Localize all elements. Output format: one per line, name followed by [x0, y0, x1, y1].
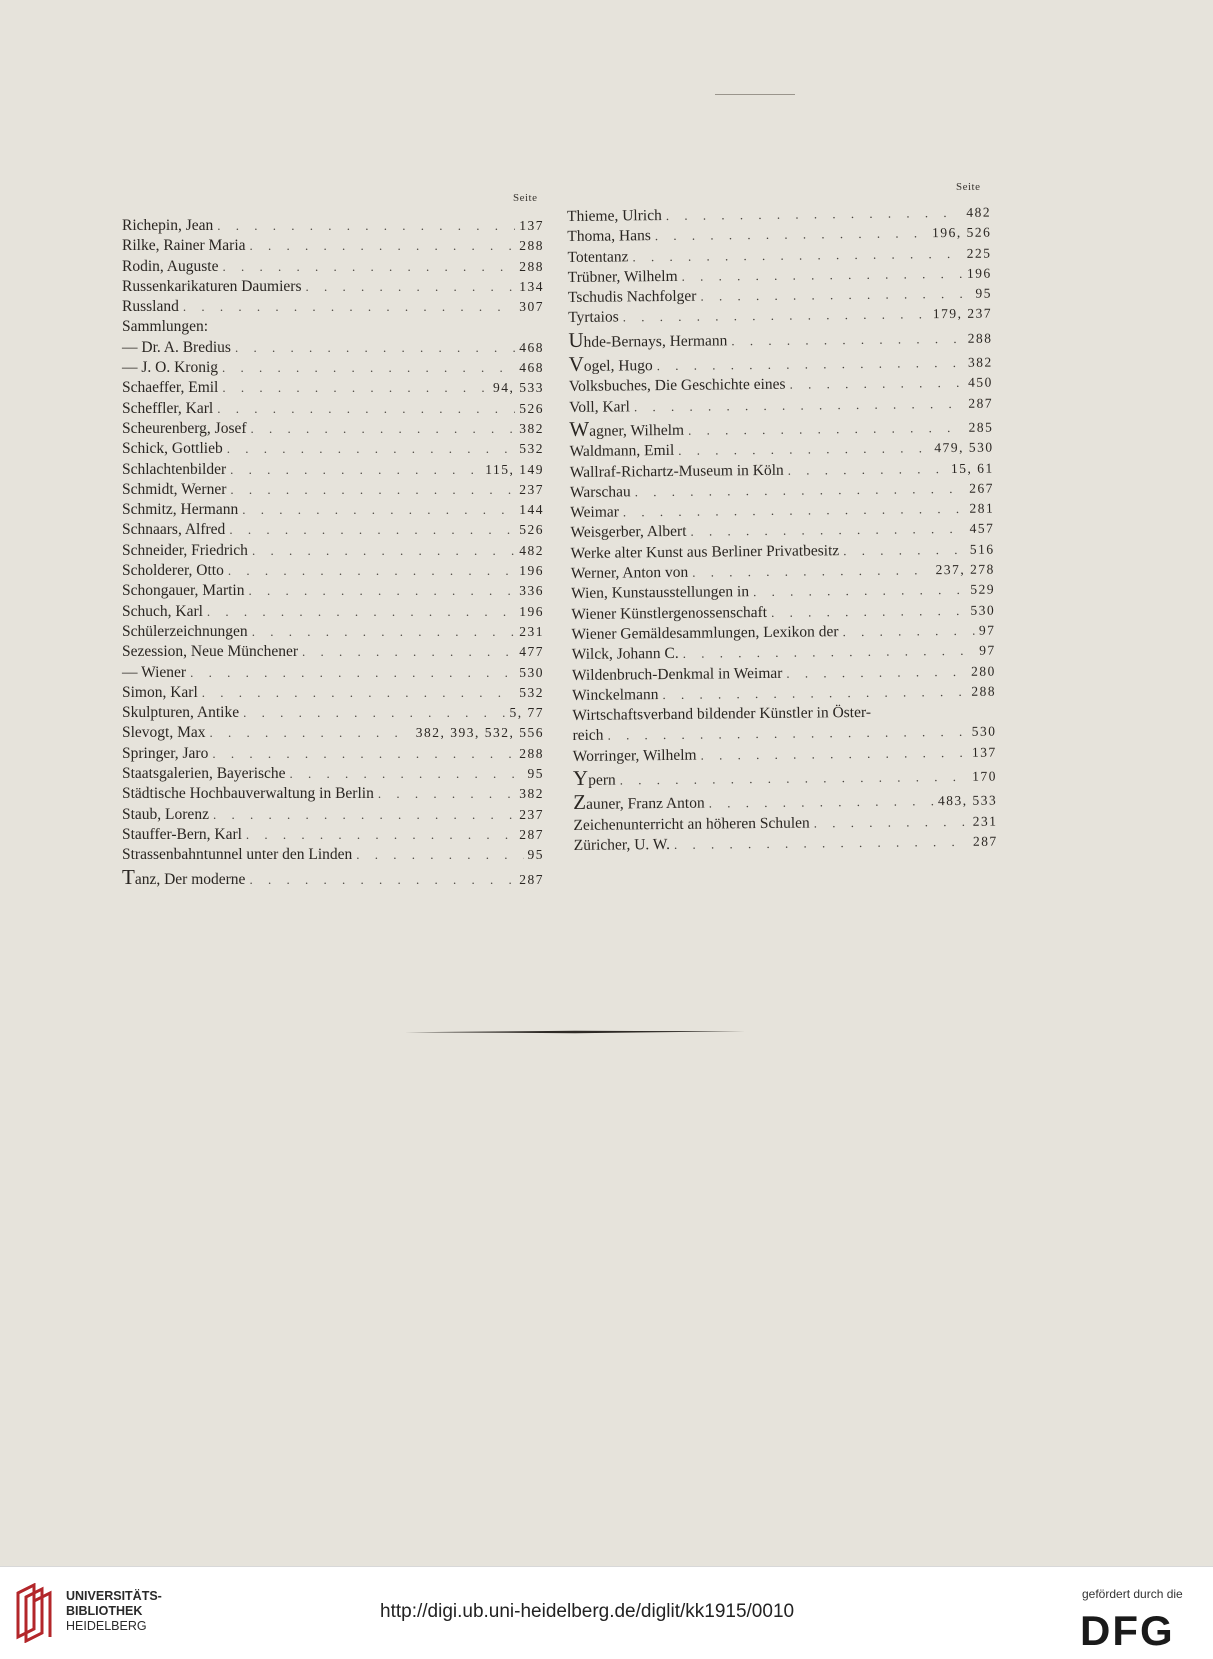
index-entry-name: Werke alter Kunst aus Berliner Privatbesitz	[570, 541, 840, 562]
index-entry	[122, 581, 544, 601]
index-entry-pages: 468	[519, 360, 544, 376]
index-entry-pages: 530	[970, 602, 996, 618]
index-entry-pages: 231	[519, 623, 544, 639]
index-entry-pages: 281	[969, 500, 995, 516]
index-entry-pages: 468	[519, 339, 544, 355]
index-entry-name: Strassenbahntunnel unter den Linden	[122, 846, 353, 864]
dot-leader	[235, 338, 515, 358]
index-entry-name: Schick, Gottlieb	[122, 440, 223, 458]
index-entry-pages: 526	[519, 400, 544, 416]
index-entry	[122, 236, 544, 256]
dot-leader	[213, 805, 515, 825]
dot-leader	[202, 683, 515, 703]
index-entry-pages: 225	[966, 245, 992, 261]
index-entry-name: Worringer, Wilhelm	[572, 746, 697, 765]
dot-leader	[623, 305, 929, 328]
index-entry-pages: 144	[519, 502, 544, 518]
dot-leader	[753, 580, 966, 602]
dot-leader	[690, 519, 965, 542]
index-entry-pages: 532	[519, 684, 544, 700]
index-entry	[122, 683, 544, 703]
dot-leader	[302, 642, 515, 662]
index-entry	[122, 764, 544, 784]
index-entry-pages: 196	[519, 563, 544, 579]
index-entry	[568, 304, 992, 329]
dot-leader	[843, 540, 966, 561]
index-entry	[122, 784, 544, 804]
index-entry-name: Uhde-Bernays, Hermann	[568, 327, 728, 352]
index-entry-pages: 457	[969, 520, 995, 537]
index-entry-pages: 530	[971, 723, 997, 740]
top-rule	[715, 94, 795, 95]
index-entry-name: Totentanz	[567, 247, 629, 266]
dot-leader	[709, 792, 934, 814]
index-entry-name: Rilke, Rainer Maria	[122, 237, 246, 255]
index-entry-pages: 285	[968, 419, 994, 435]
dot-leader	[230, 480, 515, 500]
index-entry-pages: 137	[519, 218, 544, 233]
index-entry-pages: 115, 149	[485, 461, 544, 477]
index-entry-name: Wien, Kunstausstellungen in	[570, 583, 750, 603]
dot-leader	[252, 541, 515, 561]
index-entry-pages: 532	[519, 441, 544, 457]
index-entry	[122, 439, 544, 459]
dot-leader	[227, 439, 516, 459]
index-entry-name: Sammlungen:	[122, 318, 209, 336]
index-entry-pages: 307	[519, 299, 544, 315]
index-entry-name: Rodin, Auguste	[122, 257, 219, 275]
index-column-left	[122, 216, 544, 890]
index-entry	[122, 338, 544, 358]
index-entry-pages: 483, 533	[937, 792, 998, 809]
index-entry-name: Züricher, U. W.	[573, 835, 671, 854]
index-entry	[122, 561, 544, 581]
index-entry	[122, 216, 544, 236]
index-entry-name: Vogel, Hugo	[568, 351, 653, 377]
dot-leader	[786, 661, 967, 683]
dot-leader	[681, 264, 963, 287]
index-entry-pages: 482	[966, 204, 992, 220]
dot-leader	[229, 520, 515, 540]
index-entry-pages: 267	[969, 480, 995, 496]
index-entry-pages: 382	[519, 420, 544, 436]
index-entry-name: Scheurenberg, Josef	[122, 419, 247, 437]
dot-leader	[666, 203, 963, 226]
dot-leader	[634, 394, 965, 417]
bottom-rule	[405, 1030, 745, 1033]
index-entry-name: — Wiener	[122, 663, 187, 681]
index-entry-name: Staatsgalerien, Bayerische	[122, 765, 286, 783]
dot-leader	[249, 870, 515, 890]
index-entry	[122, 358, 544, 378]
dot-leader	[788, 459, 947, 481]
index-entry	[122, 825, 544, 845]
index-entry-pages: 287	[968, 395, 994, 411]
dot-leader	[228, 561, 515, 581]
index-entry-name: Zauner, Franz Anton	[573, 790, 705, 815]
index-entry-pages: 287	[519, 871, 544, 887]
index-entry-pages: 196	[966, 265, 992, 281]
index-entry-name: Tyrtaios	[568, 308, 619, 327]
funded-by-label: gefördert durch die	[1082, 1587, 1183, 1601]
index-entry-name: Städtische Hochbauverwaltung in Berlin	[122, 785, 374, 803]
index-entry	[122, 622, 544, 642]
dot-leader	[842, 621, 975, 642]
index-entry-pages: 479, 530	[934, 439, 994, 456]
index-entry-pages: 95	[527, 847, 544, 863]
index-entry-pages: 530	[519, 664, 544, 680]
index-entry-pages: 237	[519, 806, 544, 822]
index-entry-pages: 288	[519, 745, 544, 761]
library-name-line1: UNIVERSITÄTS-	[66, 1589, 162, 1603]
index-entry-name: Thoma, Hans	[567, 227, 651, 246]
index-entry-name: Schmidt, Werner	[122, 480, 227, 498]
dot-leader	[356, 845, 523, 865]
index-entry-name: Russenkarikaturen Daumiers	[122, 277, 302, 295]
index-entry	[573, 767, 997, 792]
library-name	[66, 1589, 162, 1634]
index-entry-pages: 529	[970, 581, 996, 598]
index-entry-name: Voll, Karl	[569, 398, 631, 416]
index-entry-name: Scheffler, Karl	[122, 399, 214, 417]
index-entry	[122, 460, 544, 480]
index-entry-name: Richepin, Jean	[122, 217, 214, 234]
index-entry-name: Schnaars, Alfred	[122, 521, 226, 539]
index-entry	[122, 500, 544, 520]
index-entry-pages: 288	[519, 258, 544, 274]
index-entry-pages: 137	[971, 744, 997, 760]
dot-leader	[243, 703, 505, 723]
dot-leader	[657, 353, 964, 376]
dot-leader	[683, 641, 976, 664]
index-entry	[573, 742, 997, 767]
permalink-url[interactable]: http://digi.ub.uni-heidelberg.de/diglit/kk1915/0010	[380, 1601, 795, 1622]
index-entry-name: Russland	[122, 298, 179, 316]
index-entry-pages: 170	[972, 768, 998, 784]
index-entry	[122, 480, 544, 500]
dot-leader	[290, 764, 524, 784]
index-entry-name: Skulpturen, Antike	[122, 704, 240, 722]
dot-leader	[678, 438, 930, 461]
index-entry-pages: 237, 278	[935, 561, 995, 578]
index-entry-name: Scholderer, Otto	[122, 562, 224, 580]
index-entry-name: reich	[572, 727, 604, 745]
index-entry-name: Stauffer-Bern, Karl	[122, 825, 242, 843]
index-entry	[574, 831, 998, 856]
index-entry	[122, 378, 544, 398]
index-entry-pages: 477	[519, 644, 544, 660]
dot-leader	[190, 663, 515, 683]
index-entry-pages: 5, 77	[509, 705, 544, 721]
dot-leader	[230, 460, 481, 480]
index-entry-name: Winckelmann	[572, 685, 659, 704]
index-entry-name: Wiener Gemäldesammlungen, Lexikon der	[571, 623, 839, 643]
index-entry-name: Trübner, Wilhelm	[567, 267, 678, 286]
index-entry-name: Schongauer, Martin	[122, 582, 245, 600]
index-entry-name: Sezession, Neue Münchener	[122, 643, 299, 661]
index-entry	[122, 845, 544, 865]
index-entry-pages: 231	[972, 813, 998, 829]
index-entry-pages: 95	[527, 766, 544, 782]
index-entry	[122, 602, 544, 622]
index-entry-name: Weimar	[570, 503, 619, 522]
dot-leader	[222, 257, 515, 277]
index-entry-name: Wagner, Wilhelm	[569, 416, 685, 441]
dot-leader	[655, 224, 928, 247]
dot-leader	[688, 418, 965, 441]
index-entry-pages: 94, 533	[493, 380, 544, 396]
dot-leader	[217, 216, 515, 236]
index-entry-pages: 382	[967, 354, 993, 370]
index-entry	[122, 642, 544, 662]
index-entry	[122, 744, 544, 764]
index-entry-pages: 95	[975, 285, 993, 301]
dot-leader	[700, 284, 971, 307]
index-entry-name: Springer, Jaro	[122, 744, 209, 762]
library-name-line2: BIBLIOTHEK	[66, 1604, 143, 1618]
seite-label-right: Seite	[956, 181, 981, 193]
index-entry-pages: 196, 526	[931, 224, 992, 241]
index-entry-pages: 15, 61	[950, 460, 994, 476]
index-entry-pages: 288	[519, 238, 544, 254]
dot-leader	[692, 560, 932, 583]
index-entry-pages: 382	[519, 786, 544, 802]
dot-leader	[210, 723, 412, 743]
index-entry	[122, 805, 544, 825]
index-entry	[122, 419, 544, 439]
index-entry-pages: 97	[978, 622, 996, 638]
index-entry-name: Werner, Anton von	[570, 563, 689, 583]
index-entry-name: Ypern	[572, 765, 616, 790]
index-entry	[122, 520, 544, 540]
index-entry-pages: 482	[519, 542, 544, 558]
index-entry-name: Schneider, Friedrich	[122, 541, 248, 559]
index-entry	[122, 663, 544, 683]
index-entry-pages: 287	[972, 833, 998, 849]
index-entry-name: Thieme, Ulrich	[567, 207, 662, 225]
index-entry	[122, 257, 544, 277]
dot-leader	[731, 329, 964, 351]
footer-bar	[0, 1566, 1213, 1659]
index-entry-pages: 526	[519, 522, 544, 538]
dot-leader	[814, 811, 969, 833]
index-entry-name: Slevogt, Max	[122, 724, 206, 742]
university-library-logo-icon	[14, 1583, 58, 1643]
index-entry-name: Schuch, Karl	[122, 602, 203, 620]
index-entry	[122, 277, 544, 297]
dot-leader	[700, 743, 968, 766]
dot-leader	[250, 236, 516, 256]
index-entry	[122, 541, 544, 561]
index-entry	[122, 723, 544, 743]
index-entry-pages: 382, 393, 532, 556	[415, 725, 544, 741]
index-entry-name: Waldmann, Emil	[569, 442, 675, 461]
index-entry-pages: 336	[519, 583, 544, 599]
dot-leader	[212, 744, 515, 764]
index-entry-pages: 516	[969, 541, 995, 557]
index-entry	[568, 328, 992, 353]
index-entry-name: Schülerzeichnungen	[122, 622, 248, 640]
dot-leader	[222, 358, 515, 378]
dot-leader	[242, 500, 515, 520]
index-entry-name: Schmitz, Hermann	[122, 501, 239, 519]
dot-leader	[251, 419, 516, 439]
index-entry-name: Zeichenunterricht an höheren Schulen	[573, 814, 810, 834]
index-entry-pages: 196	[519, 603, 544, 619]
index-entry-pages: 288	[967, 330, 993, 346]
index-entry-name: — J. O. Kronig	[122, 359, 219, 377]
index-entry-name: Wirtschaftsverband bildender Künstler in Öster-	[572, 703, 872, 725]
dot-leader	[378, 784, 515, 804]
dfg-logo: DFG	[1080, 1607, 1175, 1654]
index-entry-pages: 134	[519, 278, 544, 294]
index-entry-pages: 450	[968, 374, 993, 391]
dot-leader	[249, 581, 516, 601]
index-entry-pages: 287	[519, 826, 544, 842]
index-entry	[569, 393, 993, 418]
dot-leader	[183, 297, 515, 317]
index-entry	[122, 317, 544, 337]
index-entry-name: Volksbuches, Die Geschichte eines	[568, 376, 786, 396]
index-entry-name: Wildenbruch-Denkmal in Weimar	[571, 664, 783, 684]
index-entry	[122, 864, 544, 890]
index-entry-name: Schlachtenbilder	[122, 460, 227, 478]
seite-label-left: Seite	[513, 192, 538, 204]
index-entry-name: Wilck, Johann C.	[571, 645, 679, 664]
index-entry-pages: 288	[971, 683, 997, 699]
library-name-line3: HEIDELBERG	[66, 1619, 147, 1633]
dot-leader	[306, 277, 516, 297]
index-entry-name: Staub, Lorenz	[122, 805, 209, 823]
dot-leader	[789, 373, 964, 395]
index-entry-name: Warschau	[569, 483, 631, 501]
index-entry-pages: 179, 237	[932, 306, 993, 322]
dot-leader	[207, 602, 515, 622]
dot-leader	[662, 682, 967, 705]
index-entry	[122, 297, 544, 317]
dot-leader	[674, 832, 969, 855]
index-entry-pages: 237	[519, 481, 544, 497]
index-entry	[122, 703, 544, 723]
index-entry-pages: 280	[971, 663, 996, 679]
index-column-right	[567, 203, 998, 857]
dot-leader	[252, 622, 516, 642]
index-entry-name: Wallraf-Richartz-Museum in Köln	[569, 461, 784, 481]
dot-leader	[217, 399, 515, 419]
index-entry-name: Tschudis Nachfolger	[567, 287, 697, 307]
dot-leader	[246, 825, 515, 845]
index-entry-name: Simon, Karl	[122, 683, 198, 701]
index-entry-pages: 97	[979, 642, 996, 658]
dot-leader	[620, 767, 969, 791]
dot-leader	[222, 378, 489, 398]
index-entry-name: Schaeffer, Emil	[122, 379, 219, 397]
index-entry	[122, 399, 544, 419]
index-entry-name: Wiener Künstlergenossenschaft	[571, 603, 768, 623]
index-entry-name: Tanz, Der moderne	[122, 864, 246, 889]
dot-leader	[771, 600, 967, 622]
index-entry-name: Weisgerber, Albert	[570, 523, 687, 542]
index-entry-name: — Dr. A. Bredius	[122, 338, 231, 356]
